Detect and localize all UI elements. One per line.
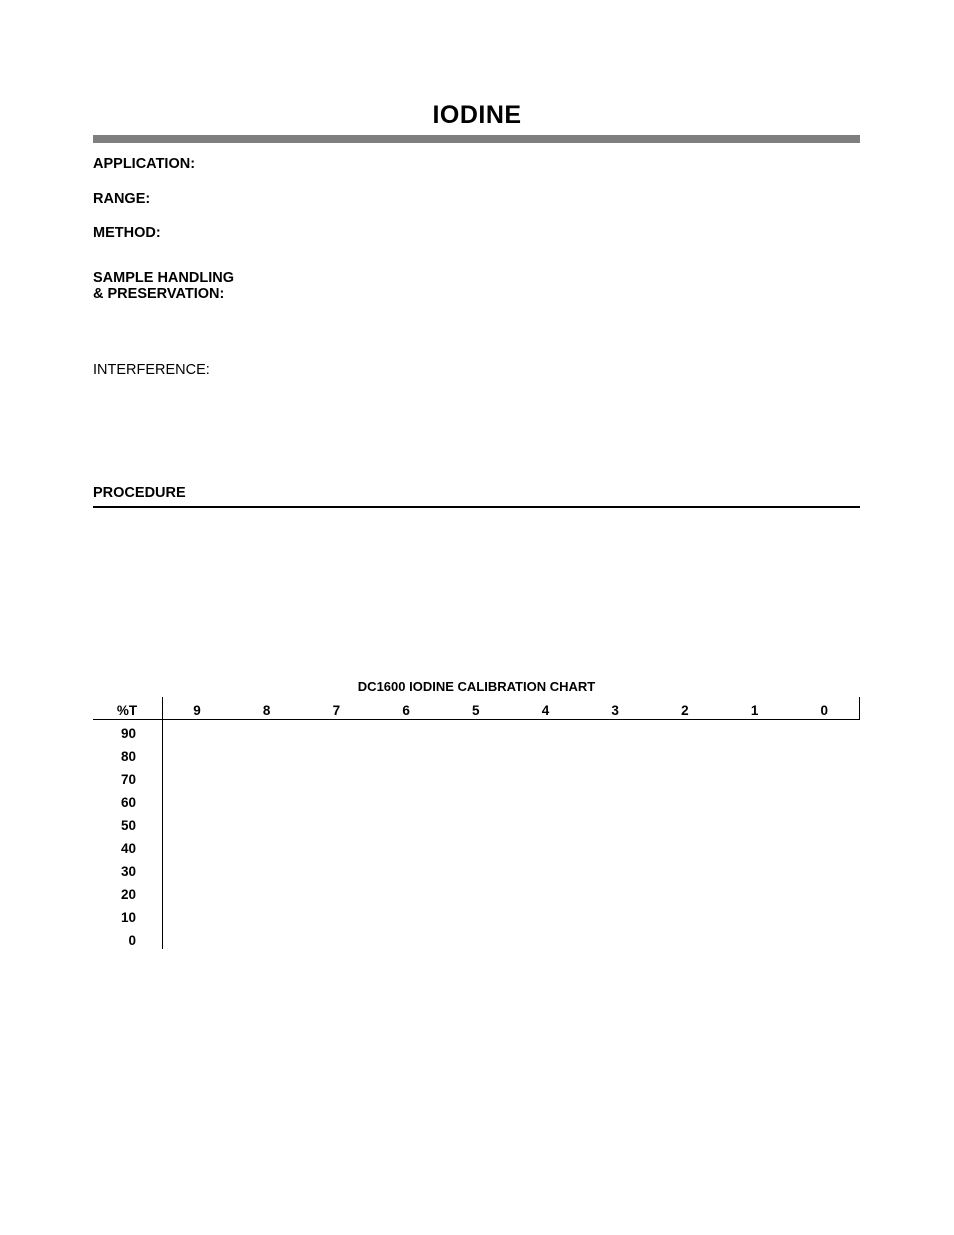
row-label: 30	[120, 864, 136, 879]
row-label: 90	[120, 726, 136, 741]
sample-handling-label	[93, 270, 234, 302]
column-header: 0	[820, 703, 829, 718]
row-label: 0	[128, 933, 136, 948]
row-label: 50	[120, 818, 136, 833]
procedure-divider	[93, 506, 860, 508]
row-label: 20	[120, 887, 136, 902]
header-rule	[93, 719, 860, 720]
row-label: 40	[120, 841, 136, 856]
column-header: 8	[262, 703, 271, 718]
column-header: 7	[332, 703, 341, 718]
procedure-heading: PROCEDURE	[93, 485, 186, 501]
row-label: 70	[120, 772, 136, 787]
chart-title: DC1600 IODINE CALIBRATION CHART	[357, 679, 596, 694]
column-header: 6	[402, 703, 410, 718]
row-label: 80	[120, 749, 136, 764]
range-label: RANGE:	[93, 191, 151, 207]
column-header: 9	[193, 703, 201, 718]
left-axis-line	[162, 697, 163, 949]
title-divider	[93, 135, 860, 143]
interference-label: INTERFERENCE:	[93, 362, 210, 378]
column-header: 3	[611, 703, 619, 718]
sample-handling-line1: SAMPLE HANDLING	[93, 270, 234, 286]
row-label: 60	[120, 795, 136, 810]
column-header: 2	[681, 703, 689, 718]
sample-handling-line2: & PRESERVATION:	[93, 286, 225, 302]
row-label: 10	[120, 910, 136, 925]
column-header: 5	[472, 703, 480, 718]
application-label: APPLICATION:	[93, 156, 196, 172]
column-header: 1	[750, 703, 759, 718]
column-header: 4	[541, 703, 550, 718]
right-header-line	[859, 697, 860, 719]
method-label: METHOD:	[93, 225, 161, 241]
corner-label: %T	[116, 703, 138, 718]
page-title: IODINE	[432, 101, 522, 129]
